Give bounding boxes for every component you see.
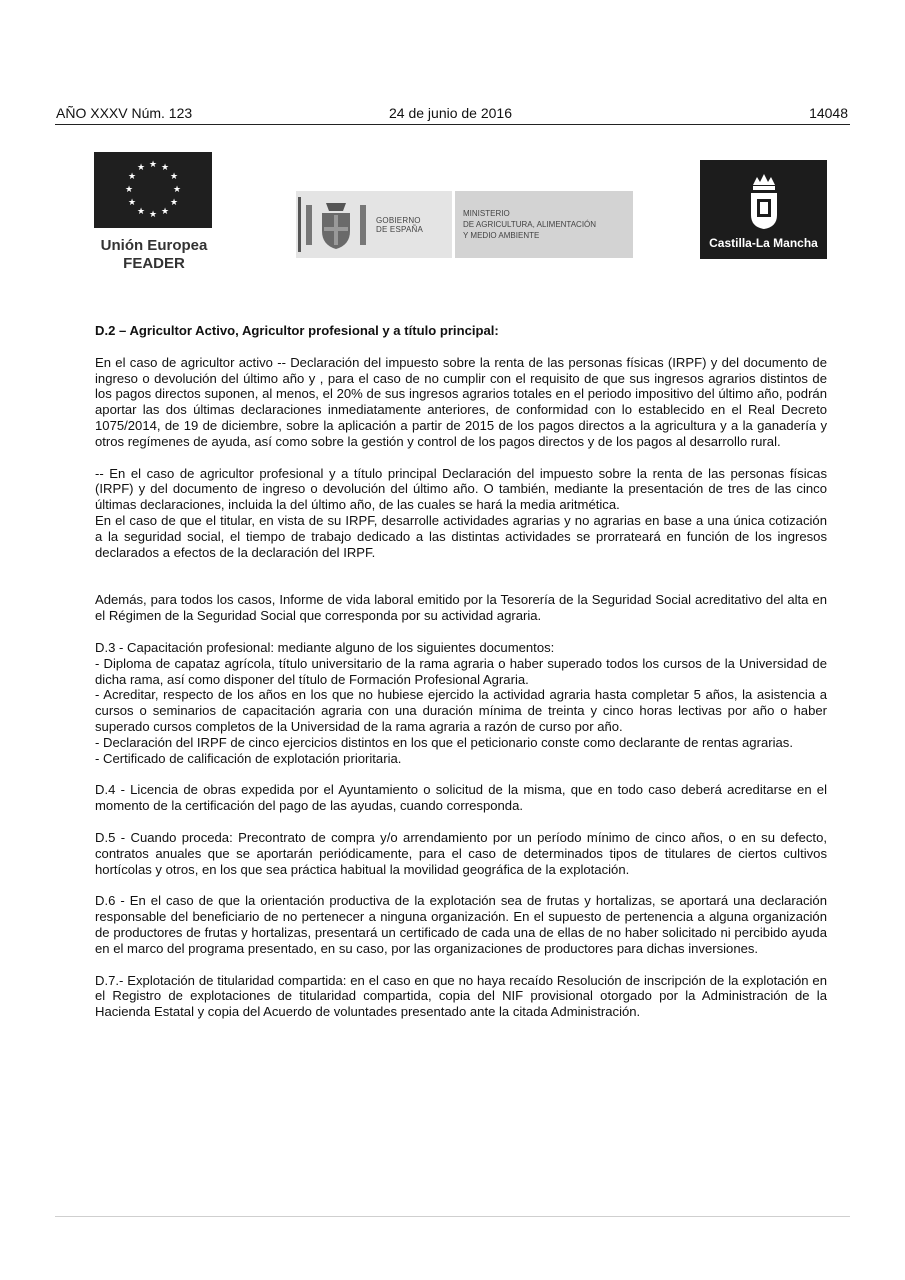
svg-text:★: ★ (124, 185, 134, 195)
list-item: - Certificado de calificación de explotación prioritaria. (95, 750, 402, 766)
svg-text:★: ★ (172, 185, 182, 195)
paragraph: D.7.- Explotación de titularidad compartida: en el caso en que no haya recaído Resolución de inscripción de la explotación en el Registro de explotaciones de titularidad compartida, copia del NIF provisional otorgado por la Administración de la Hacienda Estatal y copia del Acuerdo de voluntades presentado ante la citada Administración. (95, 972, 827, 1020)
svg-text:★: ★ (136, 207, 146, 217)
list-item: - Acreditar, respecto de los años en los que no hubiese ejercido la actividad agraria hasta completar 5 años, la asistencia a cursos o seminarios de capacitación agraria con una duración mínima de treinta y cinco horas lectivas por año o haber superado cursos completos de la Universidad de la rama agraria a razón de curso por año. (95, 687, 827, 734)
castle-crown-icon (747, 173, 781, 231)
ministry-name: MINISTERIO DE AGRICULTURA, ALIMENTACIÓN Y MEDIO AMBIENTE (455, 191, 633, 258)
svg-text:★: ★ (160, 163, 170, 173)
svg-text:★: ★ (127, 198, 137, 208)
eu-flag-icon (94, 152, 212, 228)
gobierno-name: GOBIERNO DE ESPAÑA (376, 191, 452, 258)
clm-logo-text: Castilla-La Mancha (709, 236, 818, 250)
page-header (55, 104, 850, 125)
subsection-title: D.3 - Capacitación profesional: mediante alguno de los siguientes documentos: (95, 639, 555, 655)
issue-number: AÑO XXXV Núm. 123 (56, 105, 193, 121)
svg-text:★: ★ (127, 172, 137, 182)
svg-text:★: ★ (148, 210, 158, 219)
logo-strip (0, 150, 905, 280)
paragraph: Además, para todos los casos, Informe de vida laboral emitido por la Tesorería de la Seguridad Social acreditativo del alta en el Régimen de la Seguridad Social que corresponda por su actividad agraria. (95, 592, 827, 624)
publication-date: 24 de junio de 2016 (389, 105, 512, 121)
eu-logo-text: Unión Europea (100, 237, 208, 254)
paragraph: D.6 - En el caso de que la orientación productiva de la explotación sea de frutas y hortalizas, se aportará una declaración responsable del beneficiario de no pertenecer a ninguna organización. En el supuesto de pertenencia a alguna organización de productores de frutas y hortalizas, presentará un certificado de cada una de ellas de no haber solicitado ni percibido ayuda en el marco del programa presentado, en su caso, por las organizaciones de productores para dichas inversiones. (95, 893, 827, 956)
paragraph: En el caso de agricultor activo -- Declaración del impuesto sobre la renta de las personas físicas (IRPF) y del documento de ingreso o devolución del último año y , para el caso de no cumplir con el requisito de que sus ingresos agrarios distintos de los pagos directos suponen, al menos, el 20% de sus ingresos agrarios totales en el periodo impositivo del último año, podrán aportar las dos últimas declaraciones inmediatamente anteriores, de conformidad con lo establecido en el Real Decreto 1075/2014, de 19 de diciembre, sobre la aplicación a partir de 2015 de los pagos directos a la agricultura y a la ganadería y otros regímenes de ayuda, así como sobre la gestión y control de los pagos directos y de los pagos al desarrollo rural. (95, 354, 827, 449)
feader-logo-text: FEADER (123, 255, 185, 272)
paragraph: D.4 - Licencia de obras expedida por el Ayuntamiento o solicitud de la misma, que en todo caso deberá acreditarse en el momento de la certificación del pago de las ayudas, cuando corresponda. (95, 782, 827, 814)
paragraph: D.5 - Cuando proceda: Precontrato de compra y/o arrendamiento por un período mínimo de cinco años, o en su defecto, contratos anuales que se aportarán periódicamente, para el caso de determinados tipos de titulares de ciertos cultivos hortícolas y otros, en los que sea práctica habitual la movilidad geográfica de la explotación. (95, 829, 827, 877)
svg-text:★: ★ (136, 163, 146, 173)
svg-text:★: ★ (160, 207, 170, 217)
document-body (95, 323, 827, 1020)
gobierno-espana-logo (296, 191, 633, 258)
castilla-la-mancha-logo (700, 160, 827, 259)
eu-feader-logo (94, 152, 214, 272)
svg-text:★: ★ (169, 172, 179, 182)
spain-crest-icon (296, 191, 376, 258)
svg-text:★: ★ (169, 198, 179, 208)
svg-text:★: ★ (148, 160, 158, 170)
section-heading: D.2 – Agricultor Activo, Agricultor profesional y a título principal: (95, 323, 499, 338)
footer-divider (55, 1216, 850, 1217)
paragraph: -- En el caso de agricultor profesional y a título principal Declaración del impuesto sobre la renta de las personas físicas (IRPF) y del documento de ingreso o devolución del último año. O también, mediante la presentación de tres de las cinco últimas declaraciones, incluida la del último año, de las cuales se hará la media aritmética. (95, 465, 827, 513)
page-number: 14048 (809, 105, 848, 121)
list-item: - Diploma de capataz agrícola, título universitario de la rama agraria o haber superado todos los cursos de la Universidad de dicha rama, así como disponer del título de Formación Profesional Agraria. (95, 655, 827, 687)
paragraph: En el caso de que el titular, en vista de su IRPF, desarrolle actividades agrarias y no agrarias en base a una única cotización a la seguridad social, el tiempo de trabajo dedicado a las distintas actividades se prorrateará en función de los ingresos declarados a efectos de la declaración del IRPF. (95, 512, 827, 560)
list-item: - Declaración del IRPF de cinco ejercicios distintos en los que el peticionario conste como declarante de rentas agrarias. (95, 734, 793, 750)
